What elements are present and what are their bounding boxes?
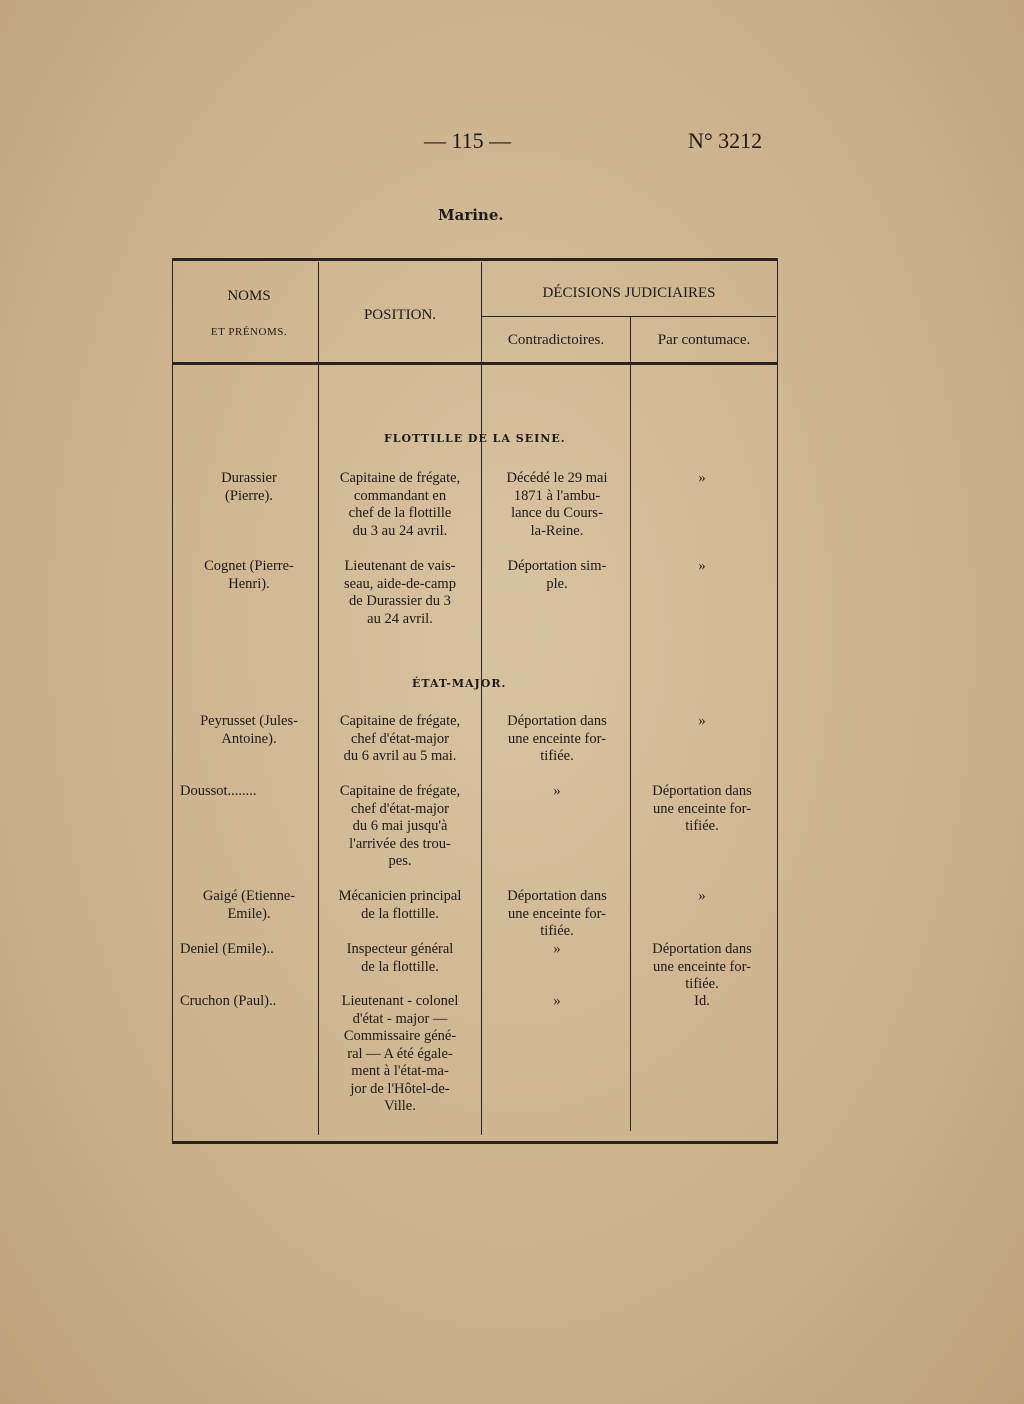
page-number: — 115 — [424, 128, 512, 153]
group-title-flottille: FLOTTILLE DE LA SEINE. [384, 432, 566, 445]
group-title-etat-major: ÉTAT-MAJOR. [412, 677, 507, 690]
header-names: NOMS [227, 288, 271, 304]
row-doussot-position: Capitaine de frégate, chef d'état-major du 6 mai jusqu'à l'arrivée des trou- pes. [339, 783, 461, 869]
row-doussot-name: Doussot........ [180, 783, 257, 799]
row-cognet-contumace: » [698, 558, 706, 574]
row-deniel-name: Deniel (Emile).. [180, 941, 274, 957]
row-durassier-name: Durassier (Pierre). [221, 470, 277, 504]
row-cognet-position: Lieutenant de vais- seau, aide-de-camp de Durassier du 3 au 24 avril. [344, 558, 456, 627]
document-number: N° 3212 [688, 128, 763, 153]
row-deniel-contradictoires: » [553, 941, 561, 957]
row-cruchon-position: Lieutenant - colonel d'état - major — Commissaire géné- ral — A été égale- ment à l'état-ma- jor de l'Hôtel-de- Ville. [341, 993, 459, 1114]
row-durassier-contradictoires: Décédé le 29 mai 1871 à l'ambu- lance du Cours- la-Reine. [506, 470, 608, 539]
row-cruchon-contradictoires: » [553, 993, 561, 1009]
row-peyrusset-name: Peyrusset (Jules- Antoine). [200, 713, 298, 747]
row-peyrusset-position: Capitaine de frégate, chef d'état-major du 6 avril au 5 mai. [339, 713, 461, 764]
row-cruchon-name: Cruchon (Paul).. [180, 993, 277, 1009]
row-cognet-name: Cognet (Pierre- Henri). [204, 558, 294, 592]
col-divider-decisions [630, 316, 631, 1131]
row-gaige-contumace: » [698, 888, 706, 904]
header-position: POSITION. [363, 307, 437, 323]
decisions-subheader-line [482, 316, 776, 317]
row-gaige-name: Gaigé (Etienne- Emile). [202, 888, 296, 922]
row-deniel-position: Inspecteur général de la flottille. [346, 941, 454, 975]
row-cruchon-contumace: Id. [694, 993, 710, 1009]
header-names-sub: ET PRÉNOMS. [210, 326, 288, 338]
row-durassier-contumace: » [698, 470, 706, 486]
header-decisions: DÉCISIONS JUDICIAIRES [542, 285, 716, 301]
row-deniel-contumace: Déportation dans une enceinte for- tifiée. [652, 941, 752, 992]
row-gaige-contradictoires: Déportation dans une enceinte for- tifiée. [507, 888, 607, 939]
col-divider-position [481, 262, 482, 1135]
header-contradictoires: Contradictoires. [507, 332, 605, 348]
row-peyrusset-contradictoires: Déportation dans une enceinte for- tifiée. [507, 713, 607, 764]
row-cognet-contradictoires: Déportation sim- ple. [507, 558, 607, 592]
header-bottom-line [172, 362, 778, 365]
header-contumace: Par contumace. [657, 332, 751, 348]
row-doussot-contradictoires: » [553, 783, 561, 799]
section-title: Marine. [438, 206, 504, 224]
row-doussot-contumace: Déportation dans une enceinte for- tifiée. [652, 783, 752, 834]
row-peyrusset-contumace: » [698, 713, 706, 729]
row-gaige-position: Mécanicien principal de la flottille. [338, 888, 462, 922]
col-divider-names [318, 262, 319, 1135]
row-durassier-position: Capitaine de frégate, commandant en chef de la flottille du 3 au 24 avril. [339, 470, 461, 539]
